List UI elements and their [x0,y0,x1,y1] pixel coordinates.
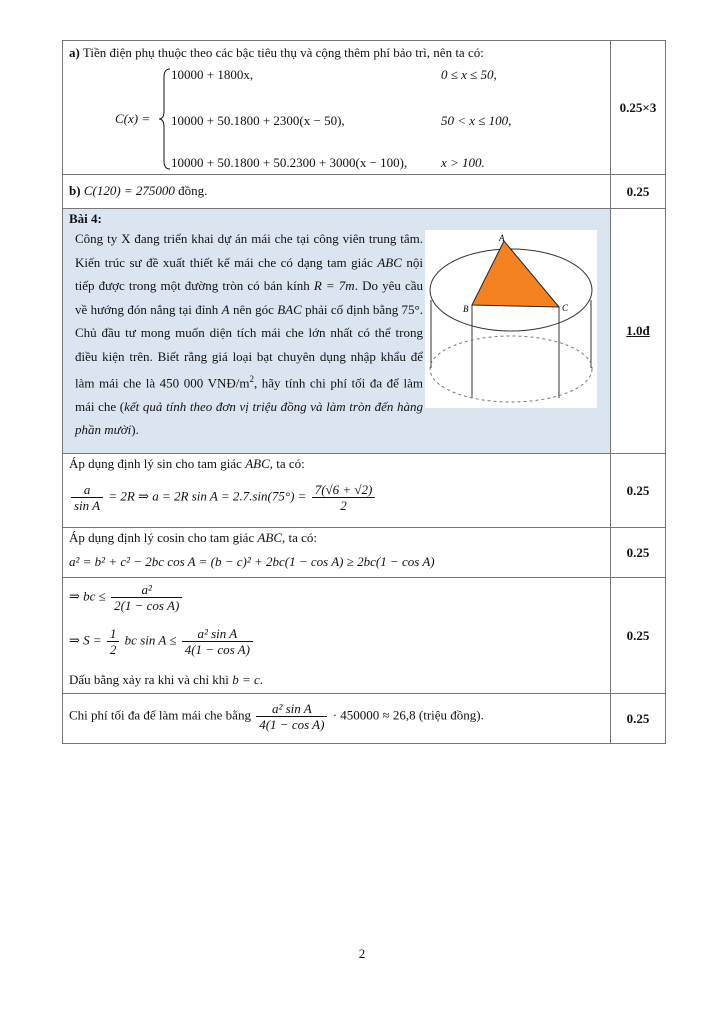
part-a-intro-text: Tiền điện phụ thuộc theo các bậc tiêu thụ và cộng thêm phí bảo trì, nên ta có: [82,45,484,60]
case-3-expr: 10000 + 50.1800 + 50.2300 + 3000(x − 100), [171,155,408,170]
area-bound: ⇒ S = $\frac{1}{2}$ bc sin A ≤ $\frac{\text{a² sin A}}{\text{4(1 − cos A)}}$ [69,626,255,657]
answer-table [62,40,666,744]
score-part-a: 0.25×3 [611,41,666,175]
vertex-c-label: C [562,303,569,313]
score-part-b: 0.25 [611,175,666,209]
row-part-b [63,175,666,209]
cosine-intro: Áp dụng định lý cosin cho tam giác ABC, ta có: [69,530,318,545]
row-final-cost [63,694,666,744]
part-b-label: b) [69,183,81,198]
canopy-figure [425,230,597,408]
score-problem-4: 1.0đ [611,209,666,454]
row-problem-4 [63,209,666,454]
row-cosine-law [63,528,666,578]
piecewise-brace-icon [158,67,172,171]
cosine-formula: a² = b² + c² − 2bc cos A = (b − c)² + 2bc(1 − cos A) ≥ 2bc(1 − cos A) [69,554,435,569]
sine-formula: $\frac{a}{\text{sin A}}$ = 2R ⇒ a = 2R sin A = 2.7.sin(75°) = $\frac{7(√6 + √2)}{2}$ [69,482,377,513]
cost-function-lhs: C(x) = [115,111,151,126]
vertex-a-label: A [499,233,505,243]
part-b-line [69,183,207,199]
vertex-b-label: B [463,304,469,314]
score-sine: 0.25 [611,454,666,528]
case-3-cond: x > 100. [441,155,485,170]
page-number: 2 [358,946,366,961]
equality-condition: Dấu bằng xảy ra khi và chỉ khi b = c. [69,672,263,687]
case-2-expr: 10000 + 50.1800 + 2300(x − 50), [171,113,345,128]
part-b-unit: đồng. [178,183,208,198]
part-a-intro [69,45,484,61]
row-part-a [63,41,666,175]
part-b-formula: C(120) = 275000 [83,183,175,198]
part-a-label: a) [69,45,80,60]
bc-bound: ⇒ bc ≤ $\frac{\text{a²}}{\text{2(1 − cos A)}}$ [69,582,184,613]
problem-statement: Công ty X đang triển khai dự án mái che tại công viên trung tâm. Kiến trúc sư đề xuất thiết kế mái che có dạng tam giác ABC nội tiếp được trong một đường tròn có bán kính R = 7m. Do yêu cầu về hướng đón nắng tại đỉnh A nên góc BAC phải cố định bằng 75°. Chủ đầu tư mong muốn diện tích mái che lớn nhất có thể trong điều kiện trên. Biết rằng giá loại bạt chuyên dụng nhập khẩu để làm mái che là 450 000 VNĐ/$m^2$, hãy tính chi phí tối đa để làm mái che (kết quả tính theo đơn vị triệu đồng và làm tròn đến hàng phần mười). [75,231,423,438]
final-cost-line: Chi phí tối đa để làm mái che bằng $\frac{\text{a² sin A}}{\text{4(1 − cos A)}}$ · 450000 ≈ 26,8 (triệu đồng). [69,701,484,732]
problem-title: Bài 4: [69,211,102,226]
case-1-cond: 0 ≤ x ≤ 50, [441,67,497,82]
case-1-expr: 10000 + 1800x, [171,67,254,82]
score-final: 0.25 [611,694,666,744]
row-sine-law [63,454,666,528]
case-2-cond: 50 < x ≤ 100, [441,113,512,128]
sine-intro: Áp dụng định lý sin cho tam giác ABC, ta có: [69,456,305,471]
row-area-bound [63,578,666,694]
score-bound: 0.25 [611,578,666,694]
score-cosine: 0.25 [611,528,666,578]
